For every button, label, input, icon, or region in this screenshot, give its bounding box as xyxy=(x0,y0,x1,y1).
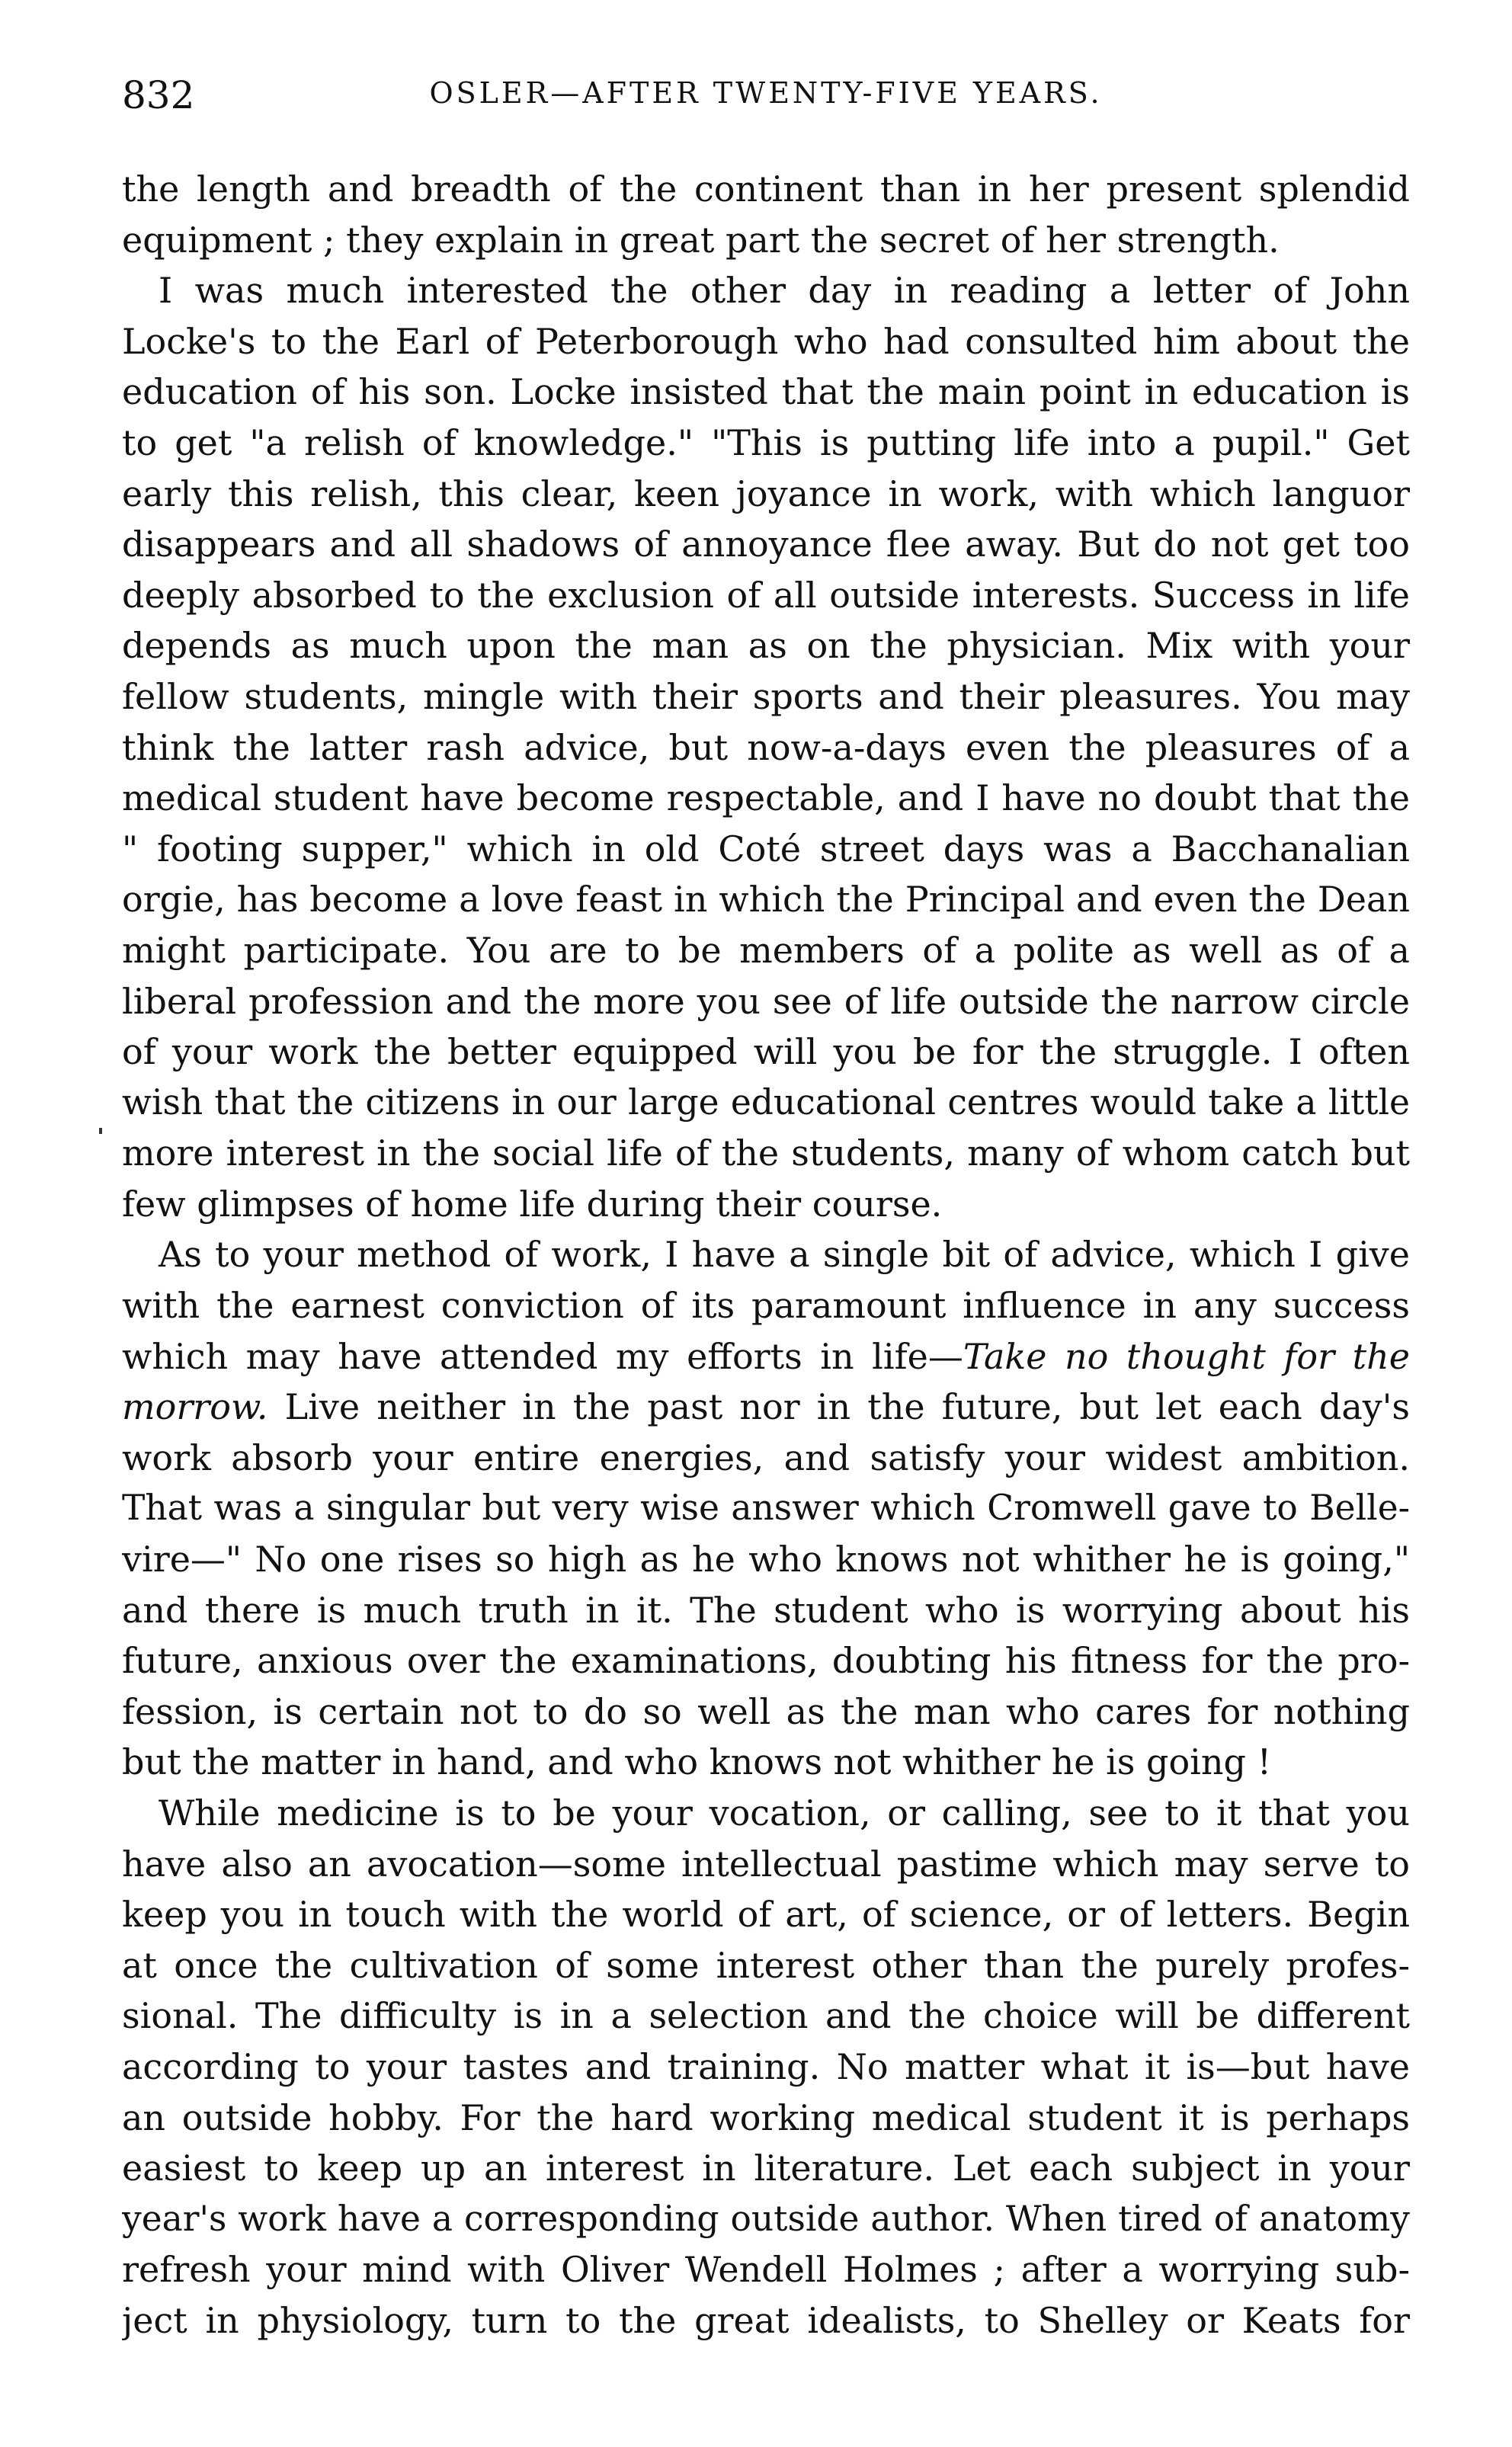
text-line: an outside hobby. For the hard working medical student it is perhaps xyxy=(122,2096,1410,2138)
italic-phrase: Take no thought for the xyxy=(963,1335,1410,1377)
text-line: education of his son. Locke insisted that the main point in education is xyxy=(122,371,1410,413)
text-line: to get "a relish of knowledge." "This is putting life into a pupil." Get xyxy=(122,421,1410,463)
text-segment: Live neither in the past nor in the future, but let each day's xyxy=(267,1386,1410,1428)
text-line: according to your tastes and training. No matter what it is—but have xyxy=(122,2045,1410,2087)
text-line: more interest in the social life of the students, many of whom catch but xyxy=(122,1132,1410,1174)
body-text xyxy=(122,164,1410,2346)
text-line: of your work the better equipped will you be for the struggle. I often xyxy=(122,1031,1410,1073)
text-line: but the matter in hand, and who knows not whither he is going ! xyxy=(122,1741,1272,1783)
text-line: keep you in touch with the world of art, of science, or of letters. Begin xyxy=(122,1894,1410,1936)
text-line xyxy=(122,1382,1410,1433)
text-segment: which may have attended my efforts in life— xyxy=(122,1335,963,1377)
text-line: disappears and all shadows of annoyance flee away. But do not get too xyxy=(122,524,1410,565)
text-line: Locke's to the Earl of Peterborough who had consulted him about the xyxy=(122,320,1410,362)
text-line: depends as much upon the man as on the physician. Mix with your xyxy=(122,625,1410,667)
text-line: with the earnest conviction of its paramount influence in any success xyxy=(122,1285,1410,1327)
text-line: fellow students, mingle with their sports and their pleasures. You may xyxy=(122,675,1410,717)
text-line: think the latter rash advice, but now-a-days even the pleasures of a xyxy=(122,726,1410,768)
text-line: work absorb your entire energies, and satisfy your widest ambition. xyxy=(122,1436,1410,1478)
text-line: wish that the citizens in our large educational centres would take a little xyxy=(122,1081,1410,1123)
text-line: and there is much truth in it. The student who is worrying about his xyxy=(122,1589,1410,1631)
text-line: medical student have become respectable, and I have no doubt that the xyxy=(122,777,1410,819)
text-line: have also an avocation—some intellectual pastime which may serve to xyxy=(122,1843,1410,1885)
text-line: ject in physiology, turn to the great idealists, to Shelley or Keats for xyxy=(122,2299,1410,2341)
text-line xyxy=(122,1331,1410,1382)
text-line: the length and breadth of the continent than in her present splendid xyxy=(122,168,1410,210)
text-line: future, anxious over the examinations, doubting his fitness for the pro- xyxy=(122,1640,1410,1682)
text-line: vire—" No one rises so high as he who knows not whither he is going," xyxy=(122,1539,1410,1581)
text-line: easiest to keep up an interest in literature. Let each subject in your xyxy=(122,2148,1410,2189)
text-line: liberal profession and the more you see of life outside the narrow circle xyxy=(122,980,1410,1022)
text-line: While medicine is to be your vocation, or calling, see to it that you xyxy=(159,1792,1410,1834)
text-line: fession, is certain not to do so well as the man who cares for nothing xyxy=(122,1690,1410,1732)
text-line: deeply absorbed to the exclusion of all outside interests. Success in life xyxy=(122,574,1410,616)
text-line: few glimpses of home life during their course. xyxy=(122,1183,943,1225)
text-line: " footing supper," which in old Coté street days was a Bacchanalian xyxy=(122,828,1410,870)
italic-phrase: morrow. xyxy=(122,1386,268,1428)
text-line: refresh your mind with Oliver Wendell Holmes ; after a worrying sub- xyxy=(122,2249,1410,2291)
text-line: As to your method of work, I have a single bit of advice, which I give xyxy=(159,1234,1410,1276)
text-line: might participate. You are to be members of a polite as well as of a xyxy=(122,929,1410,971)
page-header xyxy=(122,73,1410,127)
stray-ink-mark xyxy=(99,1128,102,1134)
page-number: 832 xyxy=(122,73,195,117)
running-head: OSLER—AFTER TWENTY-FIVE YEARS. xyxy=(429,76,1103,110)
text-line: orgie, has become a love feast in which the Principal and even the Dean xyxy=(122,879,1410,921)
text-line: at once the cultivation of some interest other than the purely profes- xyxy=(122,1944,1410,1986)
text-line: I was much interested the other day in reading a letter of John xyxy=(159,270,1410,312)
text-line: equipment ; they explain in great part the secret of her strength. xyxy=(122,219,1280,261)
text-line: early this relish, this clear, keen joyance in work, with which languor xyxy=(122,472,1410,514)
text-line: sional. The difficulty is in a selection and the choice will be different xyxy=(122,1995,1410,2037)
text-line: year's work have a corresponding outside author. When tired of anatomy xyxy=(122,2198,1410,2239)
text-line: That was a singular but very wise answer which Cromwell gave to Belle- xyxy=(122,1488,1410,1529)
